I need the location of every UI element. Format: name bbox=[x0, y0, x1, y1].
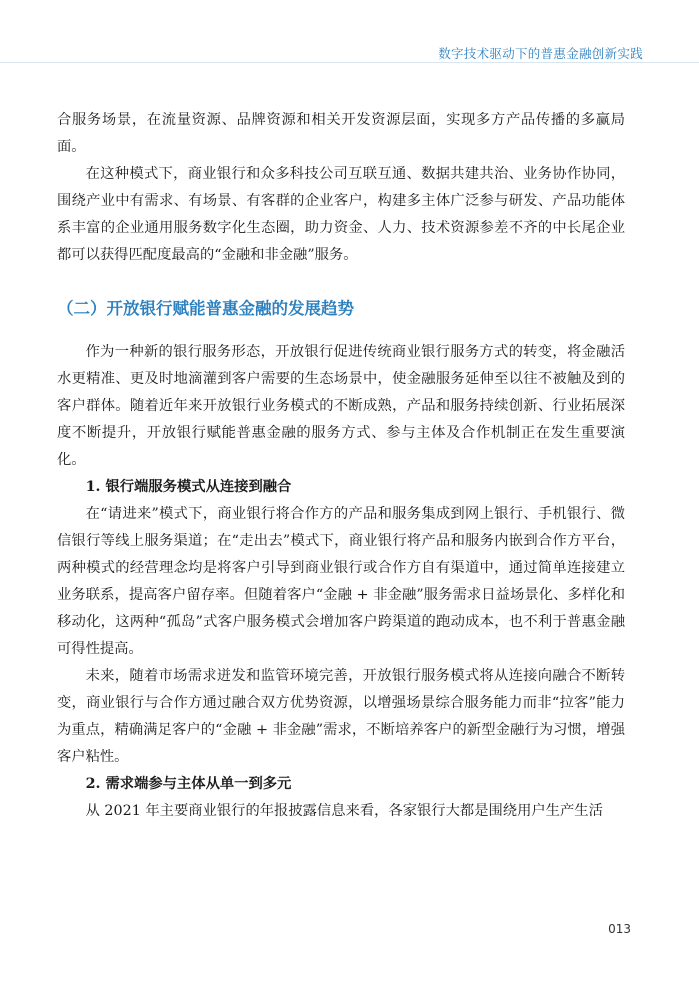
paragraph: 在“请进来”模式下，商业银行将合作方的产品和服务集成到网上银行、手机银行、微信银行等线上服务渠道；在“走出去”模式下，商业银行将产品和服务内嵌到合作方平台，两种模式的经营理念均是将客户引导到商业银行或合作方自有渠道中，通过简单连接建立业务联系，提高客户留存率。但随着客户“金融 + 非金融”服务需求日益场景化、多样化和移动化，这两种“孤岛”式客户服务模式会增加客户跨渠道的跑动成本，也不利于普惠金融可得性提高。 bbox=[57, 506, 625, 657]
paragraph: 在这种模式下，商业银行和众多科技公司互联互通、数据共建共治、业务协作协同，围绕产业中有需求、有场景、有客群的企业客户，构建多主体广泛参与研发、产品功能体系丰富的企业通用服务数字化生态圈，助力资金、人力、技术资源参差不齐的中长尾企业都可以获得匹配度最高的“金融和非金融”服务。 bbox=[57, 166, 625, 263]
running-header-title: 数字技术驱动下的普惠金融创新实践 bbox=[438, 46, 643, 61]
paragraph: 未来，随着市场需求迸发和监管环境完善，开放银行服务模式将从连接向融合不断转变，商业银行与合作方通过融合双方优势资源，以增强场景综合服务能力而非“拉客”能力为重点，精确满足客户的“金融 + 非金融”需求，不断培养客户的新型金融行为习惯，增强客户粘性。 bbox=[57, 668, 625, 765]
page-body bbox=[57, 107, 625, 825]
header-divider bbox=[0, 62, 699, 63]
subsection-heading: 2. 需求端参与主体从单一到多元 bbox=[85, 776, 292, 792]
paragraph: 作为一种新的银行服务形态，开放银行促进传统商业银行服务方式的转变，将金融活水更精准、更及时地滴灌到客户需要的生态场景中，使金融服务延伸至以往不被触及到的客户群体。随着近年来开放银行业务模式的不断成熟，产品和服务持续创新、行业拓展深度不断提升，开放银行赋能普惠金融的服务方式、参与主体及合作机制正在发生重要演化。 bbox=[57, 344, 625, 468]
paragraph: 合服务场景，在流量资源、品牌资源和相关开发资源层面，实现多方产品传播的多赢局面。 bbox=[57, 112, 625, 155]
page-number: 013 bbox=[608, 922, 631, 936]
subsection-heading: 1. 银行端服务模式从连接到融合 bbox=[85, 479, 292, 495]
paragraph: 从 2021 年主要商业银行的年报披露信息来看，各家银行大都是围绕用户生产生活 bbox=[85, 803, 603, 819]
section-heading: （二）开放银行赋能普惠金融的发展趋势 bbox=[57, 299, 354, 318]
